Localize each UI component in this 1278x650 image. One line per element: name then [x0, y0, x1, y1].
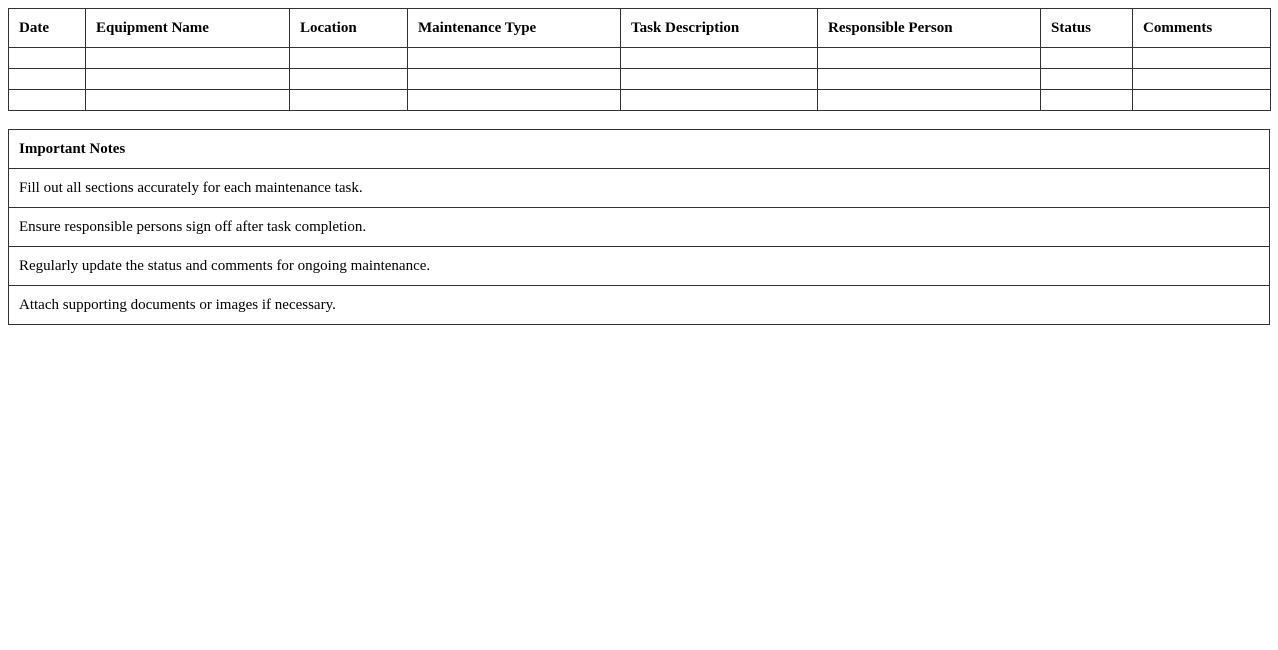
- table-cell[interactable]: [621, 90, 818, 111]
- table-cell[interactable]: [86, 48, 290, 69]
- table-cell[interactable]: [86, 90, 290, 111]
- table-cell[interactable]: [1133, 48, 1271, 69]
- notes-header-row: [9, 130, 1270, 169]
- header-date: Date: [9, 9, 86, 48]
- note-row: [9, 286, 1270, 325]
- note-item: Ensure responsible persons sign off after task completion.: [9, 208, 1270, 247]
- table-cell[interactable]: [1041, 69, 1133, 90]
- header-location: Location: [290, 9, 408, 48]
- note-row: [9, 208, 1270, 247]
- header-row: [9, 9, 1271, 48]
- table-cell[interactable]: [86, 69, 290, 90]
- table-cell[interactable]: [818, 90, 1041, 111]
- table-cell[interactable]: [818, 69, 1041, 90]
- table-cell[interactable]: [1133, 69, 1271, 90]
- table-row: [9, 90, 1271, 111]
- table-cell[interactable]: [1041, 90, 1133, 111]
- table-cell[interactable]: [290, 90, 408, 111]
- notes-title: Important Notes: [9, 130, 1270, 169]
- header-comments: Comments: [1133, 9, 1271, 48]
- table-cell[interactable]: [621, 69, 818, 90]
- note-row: [9, 169, 1270, 208]
- note-row: [9, 247, 1270, 286]
- header-status: Status: [1041, 9, 1133, 48]
- note-item: Regularly update the status and comments for ongoing maintenance.: [9, 247, 1270, 286]
- table-cell[interactable]: [408, 48, 621, 69]
- header-maintenance-type: Maintenance Type: [408, 9, 621, 48]
- table-cell[interactable]: [290, 69, 408, 90]
- note-item: Attach supporting documents or images if necessary.: [9, 286, 1270, 325]
- table-cell[interactable]: [1041, 48, 1133, 69]
- header-task-description: Task Description: [621, 9, 818, 48]
- table-cell[interactable]: [818, 48, 1041, 69]
- table-cell[interactable]: [408, 69, 621, 90]
- table-cell[interactable]: [9, 90, 86, 111]
- table-cell[interactable]: [621, 48, 818, 69]
- document-page: [8, 8, 1270, 325]
- table-cell[interactable]: [290, 48, 408, 69]
- table-cell[interactable]: [408, 90, 621, 111]
- table-cell[interactable]: [1133, 90, 1271, 111]
- note-item: Fill out all sections accurately for each maintenance task.: [9, 169, 1270, 208]
- table-cell[interactable]: [9, 48, 86, 69]
- table-row: [9, 69, 1271, 90]
- header-equipment-name: Equipment Name: [86, 9, 290, 48]
- important-notes-table: [8, 129, 1270, 325]
- header-responsible-person: Responsible Person: [818, 9, 1041, 48]
- table-cell[interactable]: [9, 69, 86, 90]
- table-row: [9, 48, 1271, 69]
- maintenance-log-table: [8, 8, 1271, 111]
